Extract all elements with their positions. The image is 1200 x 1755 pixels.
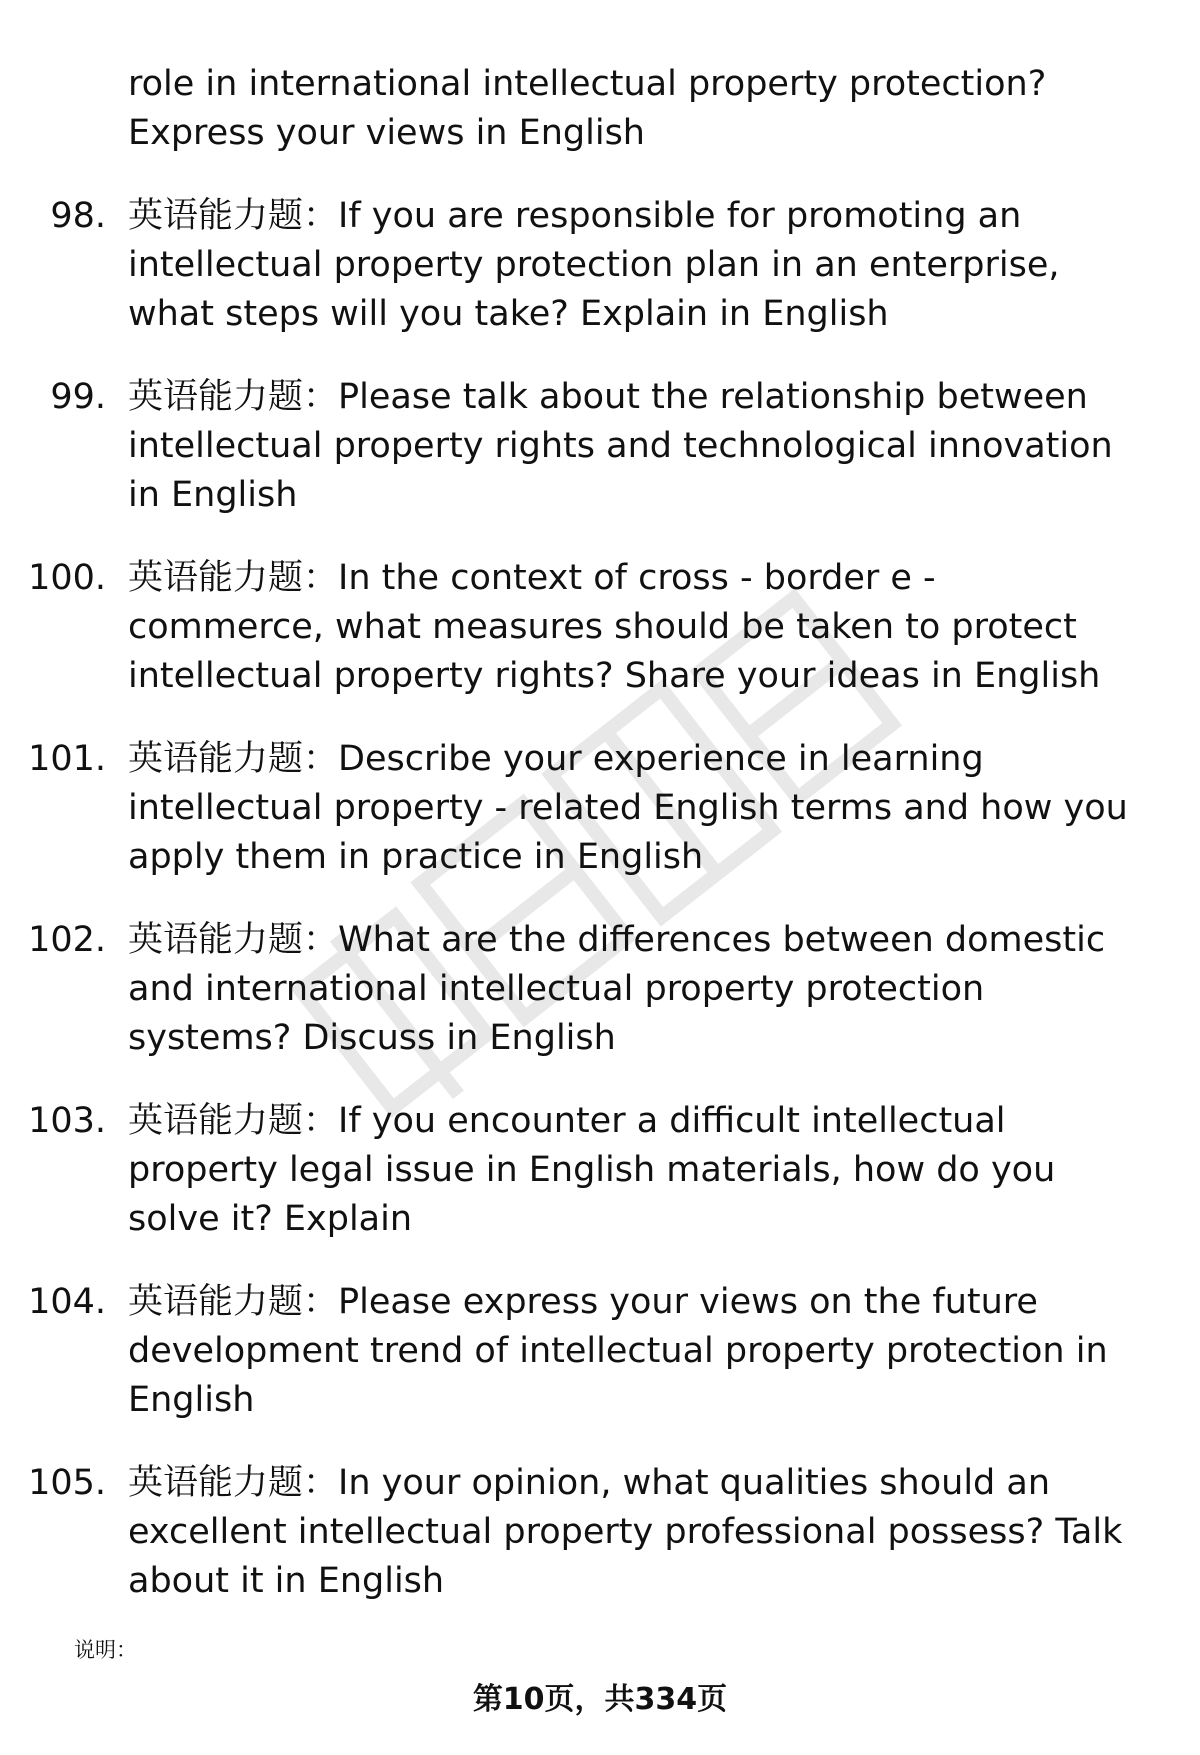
question-text: 英语能力题：In your opinion, what qualities should an excellent intellectual property professional possess? Talk about it in English (128, 1463, 1123, 1601)
question-item (0, 1278, 1200, 1425)
question-text: 英语能力题：If you encounter a difficult intellectual property legal issue in English materials, how do you solve it? Explain (128, 1101, 1056, 1239)
question-number: 98. (50, 196, 106, 236)
question-item (0, 373, 1200, 520)
continuation-text: role in international intellectual property protection? Express your views in English (128, 64, 1047, 153)
question-text: 英语能力题：What are the differences between domestic and international intellectual property protection systems? Discuss in English (128, 920, 1106, 1058)
question-number: 101. (28, 739, 106, 779)
page-footer: 第10页，共334页 (472, 1682, 728, 1717)
question-number: 103. (28, 1101, 106, 1141)
question-text: 英语能力题：Describe your experience in learning intellectual property - related English terms and how you apply them in practice in English (128, 739, 1128, 877)
question-number: 104. (28, 1282, 106, 1322)
question-text: 英语能力题：If you are responsible for promoting an intellectual property protection plan in an enterprise, what steps will you take? Explain in English (128, 196, 1060, 334)
question-text: 英语能力题：Please talk about the relationship between intellectual property rights and technological innovation in English (128, 377, 1113, 515)
question-text: 英语能力题：Please express your views on the future development trend of intellectual property protection in English (128, 1282, 1108, 1420)
note-label: 说明： (74, 1638, 137, 1662)
question-number: 102. (28, 920, 106, 960)
question-number: 100. (28, 558, 106, 598)
question-item (0, 916, 1200, 1063)
question-number: 99. (50, 377, 106, 417)
question-item (0, 735, 1200, 882)
question-list (0, 192, 1200, 1640)
question-item (0, 192, 1200, 339)
question-number: 105. (28, 1463, 106, 1503)
question-item (0, 554, 1200, 701)
question-item (0, 1459, 1200, 1606)
question-item (0, 1097, 1200, 1244)
question-text: 英语能力题：In the context of cross - border e - commerce, what measures should be taken to protect intellectual property rights? Share your ideas in English (128, 558, 1101, 696)
